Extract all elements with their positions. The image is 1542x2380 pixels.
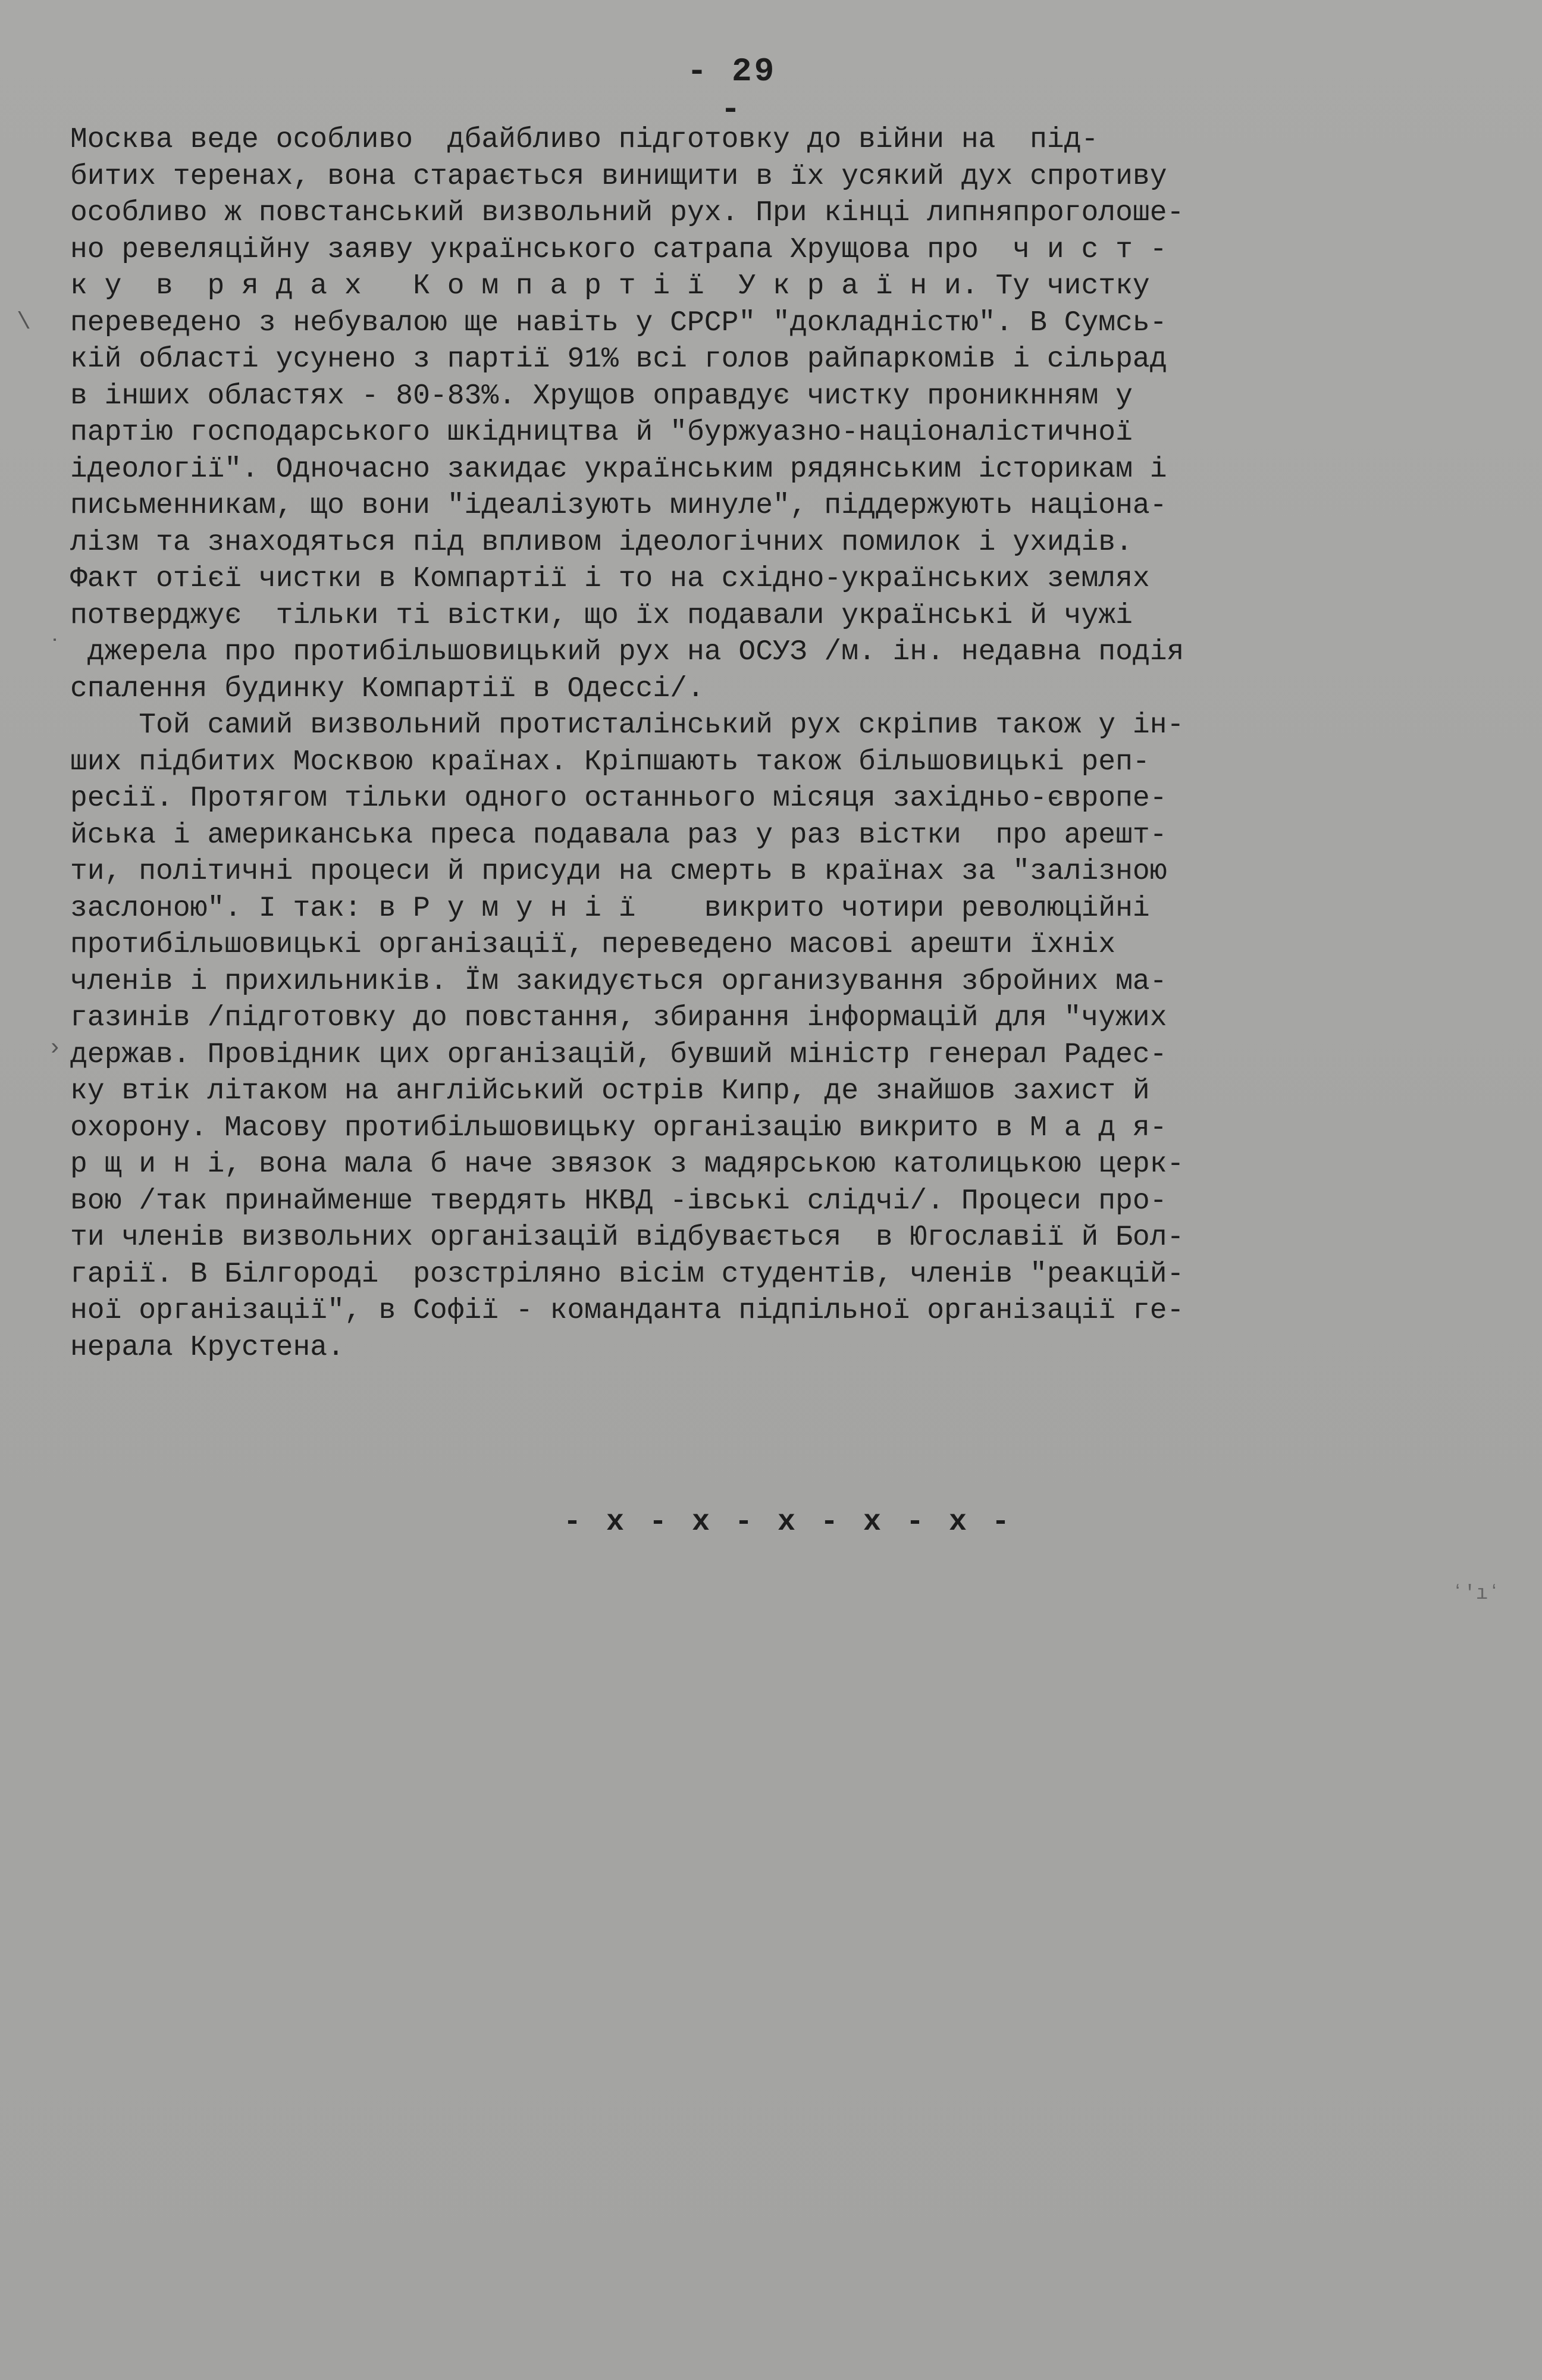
- text-line-9: партію господарського шкідництва й "буржуазно-націоналістичної: [70, 416, 1133, 449]
- text-line-10: ідеології". Одночасно закидає українським рядянським історикам і: [70, 453, 1167, 486]
- text-line-1: Москва веде особливо дбайбливо підготовку до війни на під-: [70, 124, 1099, 156]
- margin-mark-scribble: ʻ'ıʻ: [1452, 1583, 1500, 1605]
- text-line-26: держав. Провідник цих організацій, бувший міністр генерал Радес-: [70, 1038, 1167, 1071]
- text-line-24: членів і прихильників. Їм закидується организування збройних ма-: [70, 965, 1167, 998]
- text-line-5: к у в р я д а х К о м п а р т і ї У к р а ї н и. Ту чистку: [70, 270, 1150, 302]
- text-line-22: заслоною". І так: в Р у м у н і ї викрито чотири революційні: [70, 892, 1150, 925]
- text-line-18: ших підбитих Москвою країнах. Кріпшають також більшовицькі реп-: [70, 746, 1150, 778]
- text-line-32: гарії. В Білгороді розстріляно вісім студентів, членів "реакцій-: [70, 1258, 1184, 1291]
- text-line-8: в інших областях - 80-83%. Хрущов оправдує чистку проникнням у: [70, 380, 1133, 412]
- margin-mark-dot: \: [17, 309, 32, 336]
- text-line-17: Той самий визвольний протисталінський рух скріпив також у ін-: [70, 709, 1184, 741]
- text-line-20: йська і американська преса подавала раз у раз вістки про арешт-: [70, 819, 1167, 851]
- text-line-7: кій області усунено з партії 91% всі голов райпаркомів і сільрад: [70, 343, 1167, 375]
- text-line-33: ної організації", в Софії - команданта підпільної організації ге-: [70, 1295, 1184, 1327]
- text-line-4: но ревеляційну заяву українського сатрапа Хрущова про ч и с т -: [70, 233, 1167, 266]
- margin-mark-dot: ›: [48, 1035, 62, 1062]
- text-line-13: Факт отієї чистки в Компартії і то на східно-українських землях: [70, 563, 1150, 595]
- text-line-21: ти, політичні процеси й присуди на смерть в країнах за "залізною: [70, 856, 1167, 888]
- text-line-3: особливо ж повстанський визвольний рух. При кінці липняпроголоше-: [70, 197, 1184, 229]
- text-line-27: ку втік літаком на англійський острів Кипр, де знайшов захист й: [70, 1075, 1150, 1107]
- text-line-6: переведено з небувалою ще навіть у СРСР" "докладністю". В Сумсь-: [70, 306, 1167, 339]
- text-line-15: джерела про протибільшовицький рух на ОСУЗ /м. ін. недавна подія: [70, 636, 1184, 668]
- text-line-30: вою /так принайменше твердять НКВД -івські слідчі/. Процеси про-: [70, 1185, 1167, 1217]
- text-line-16: спалення будинку Компартії в Одессі/.: [70, 672, 704, 705]
- text-line-23: протибільшовицькі організації, переведено масові арешти їхніх: [70, 929, 1116, 961]
- text-line-11: письменникам, що вони "ідеалізують минуле", піддержують націона-: [70, 490, 1167, 522]
- text-line-2: битих теренах, вона старається винищити в їх усякий дух спротиву: [70, 160, 1167, 193]
- text-line-25: газинів /підготовку до повстання, збирання інформацій для "чужих: [70, 1002, 1167, 1034]
- text-line-29: р щ и н і, вона мала б наче звязок з мадярською католицькою церк-: [70, 1148, 1184, 1180]
- text-line-34: нерала Крустена.: [70, 1331, 344, 1364]
- text-line-28: охорону. Масову протибільшовицьку організацію викрито в М а д я-: [70, 1111, 1167, 1144]
- margin-mark-dot: ˙: [48, 637, 62, 663]
- text-line-14: потверджує тільки ті вістки, що їх подавали українські й чужі: [70, 599, 1133, 632]
- page-number: - 29 -: [687, 52, 777, 129]
- section-separator: - x - x - x - x - x -: [563, 1505, 1014, 1539]
- body-text: [70, 122, 1474, 1366]
- text-line-31: ти членів визвольних організацій відбувається в Югославії й Бол-: [70, 1222, 1184, 1254]
- text-line-19: ресії. Протягом тільки одного останнього місяця західньо-європе-: [70, 782, 1167, 815]
- text-line-12: лізм та знаходяться під впливом ідеологічних помилок і ухидів.: [70, 526, 1133, 559]
